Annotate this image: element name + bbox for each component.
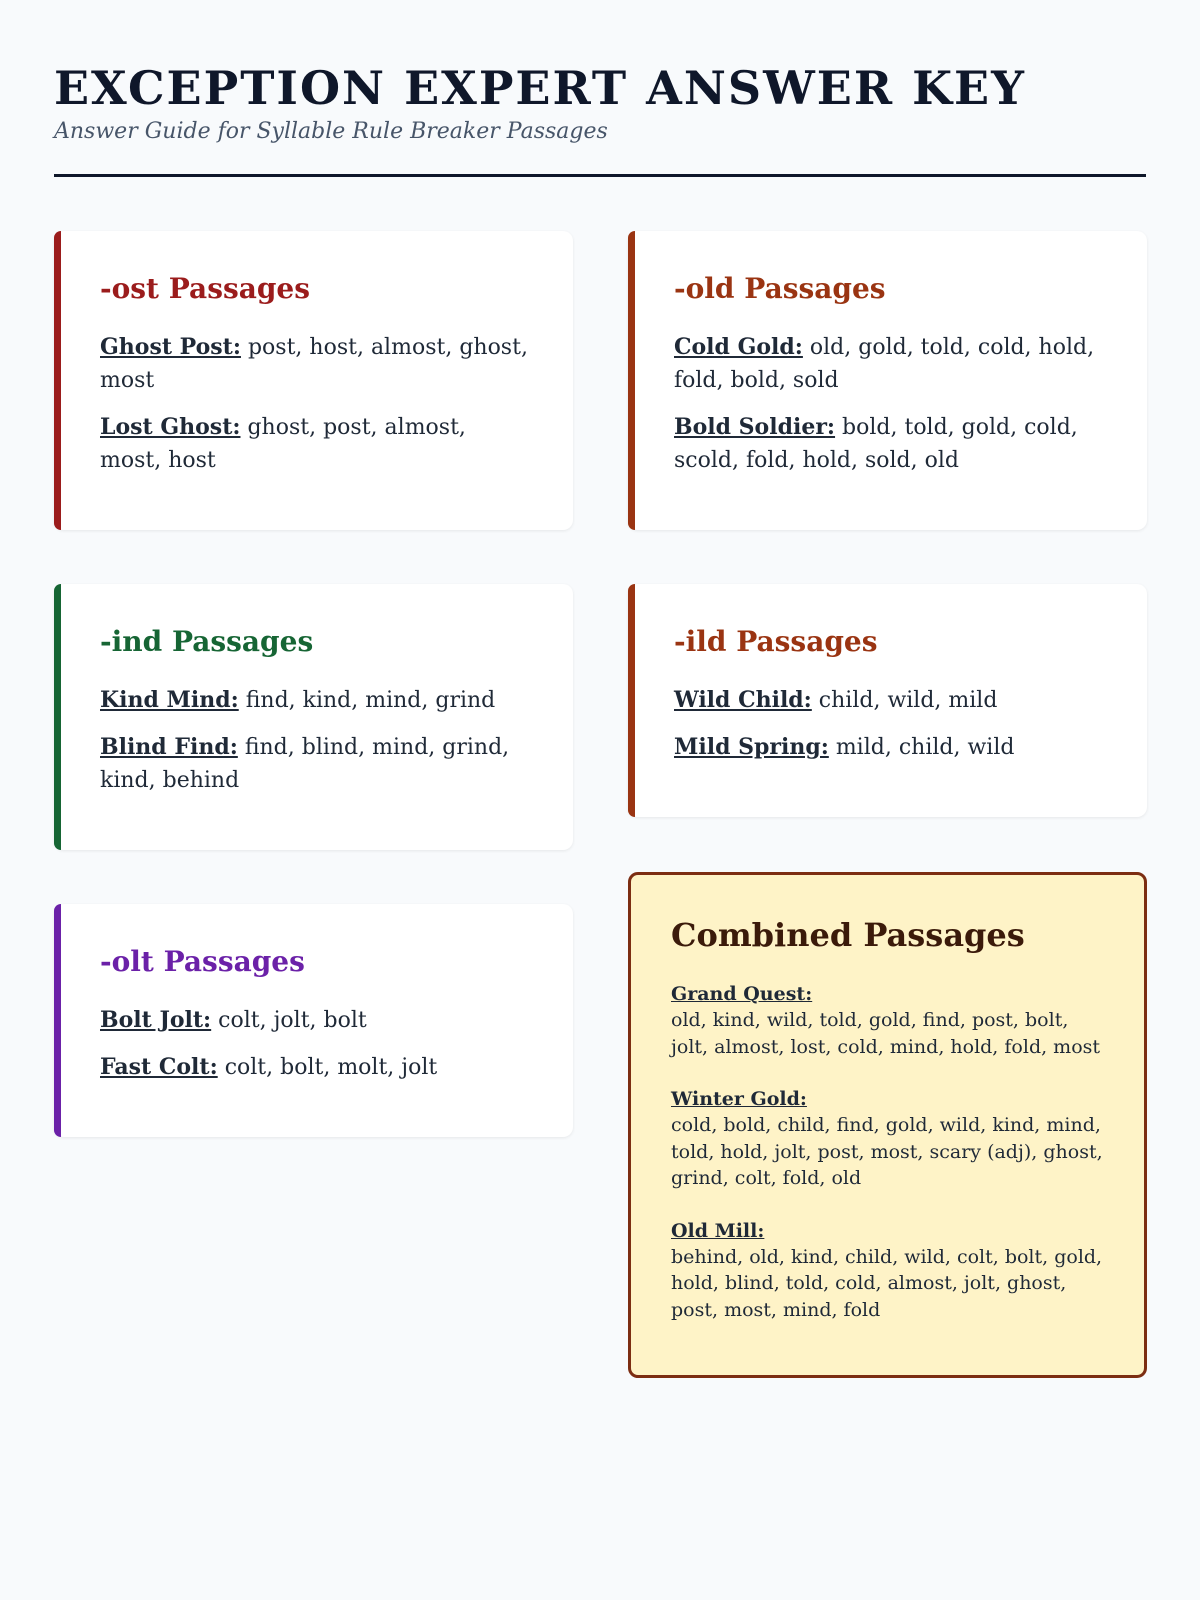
passage-label: Ghost Post: <box>100 334 241 360</box>
passage-words: ghost, post, almost, most, host <box>100 415 466 473</box>
card-title: -ost Passages <box>100 272 311 305</box>
passage-words: mild, child, wild <box>828 735 1015 760</box>
passage-words: old, kind, wild, told, gold, find, post, bolt, jolt, almost, lost, cold, mind, hold, fold, most <box>671 1009 1101 1058</box>
passage-label: Blind Find: <box>100 734 238 760</box>
card-ild-passages <box>628 584 1147 817</box>
passage-words: old, gold, told, cold, hold, fold, bold, sold <box>674 335 1095 393</box>
passage-label: Old Mill: <box>671 1219 765 1242</box>
passage-label: Lost Ghost: <box>100 414 241 440</box>
passage-entry <box>674 731 1107 764</box>
passage-label: Bolt Jolt: <box>100 1007 212 1033</box>
card-ost-passages <box>54 231 573 530</box>
passage-entry <box>674 684 1107 717</box>
passage-label: Grand Quest: <box>671 983 813 1005</box>
page-header <box>54 0 1146 177</box>
passage-entry <box>100 411 533 477</box>
passage-words: behind, old, kind, child, wild, colt, bolt, gold, hold, blind, told, cold, almost, jolt, ghost, post, most, mind, fold <box>671 1245 1103 1321</box>
card-title: -ind Passages <box>100 625 314 658</box>
card-title: -old Passages <box>674 272 886 305</box>
card-title: -olt Passages <box>100 945 305 978</box>
passage-label: Fast Colt: <box>100 1054 218 1080</box>
page-subtitle: Answer Guide for Syllable Rule Breaker Passages <box>54 119 608 144</box>
passage-entry <box>100 331 533 397</box>
passage-words: find, blind, mind, grind, kind, behind <box>100 735 510 793</box>
passage-words: child, wild, mild <box>811 688 998 713</box>
passage-label: Wild Child: <box>674 687 812 713</box>
passage-entry <box>674 411 1107 477</box>
passage-entry <box>100 1004 533 1037</box>
passage-label: Kind Mind: <box>100 687 239 713</box>
card-title: -ild Passages <box>674 625 878 658</box>
passage-words: colt, jolt, bolt <box>211 1008 367 1033</box>
passage-entry <box>674 331 1107 397</box>
card-title: Combined Passages <box>671 916 1025 954</box>
header-divider <box>54 174 1146 177</box>
passage-entry <box>100 684 533 717</box>
passage-label: Winter Gold: <box>671 1088 807 1110</box>
passage-words: colt, bolt, molt, jolt <box>217 1055 438 1080</box>
passage-entry <box>100 1051 533 1084</box>
combined-group <box>671 981 1106 1060</box>
passage-label: Bold Soldier: <box>674 414 836 440</box>
card-ind-passages <box>54 584 573 850</box>
passage-words: post, host, almost, ghost, most <box>100 335 528 393</box>
card-old-passages <box>628 231 1147 530</box>
card-olt-passages <box>54 904 573 1137</box>
passage-words: bold, told, gold, cold, scold, fold, hold, sold, old <box>674 415 1078 473</box>
card-combined-passages <box>628 872 1147 1378</box>
combined-group <box>671 1218 1106 1324</box>
passage-label: Mild Spring: <box>674 734 829 760</box>
page-title: EXCEPTION EXPERT ANSWER KEY <box>54 61 1026 115</box>
passage-entry <box>100 731 533 797</box>
passage-words: find, kind, mind, grind <box>238 688 496 713</box>
combined-group <box>671 1086 1106 1192</box>
passage-label: Cold Gold: <box>674 334 803 360</box>
passage-words: cold, bold, child, find, gold, wild, kind, mind, told, hold, jolt, post, most, scary (adj), ghost, grind, colt, fold, old <box>671 1114 1103 1189</box>
